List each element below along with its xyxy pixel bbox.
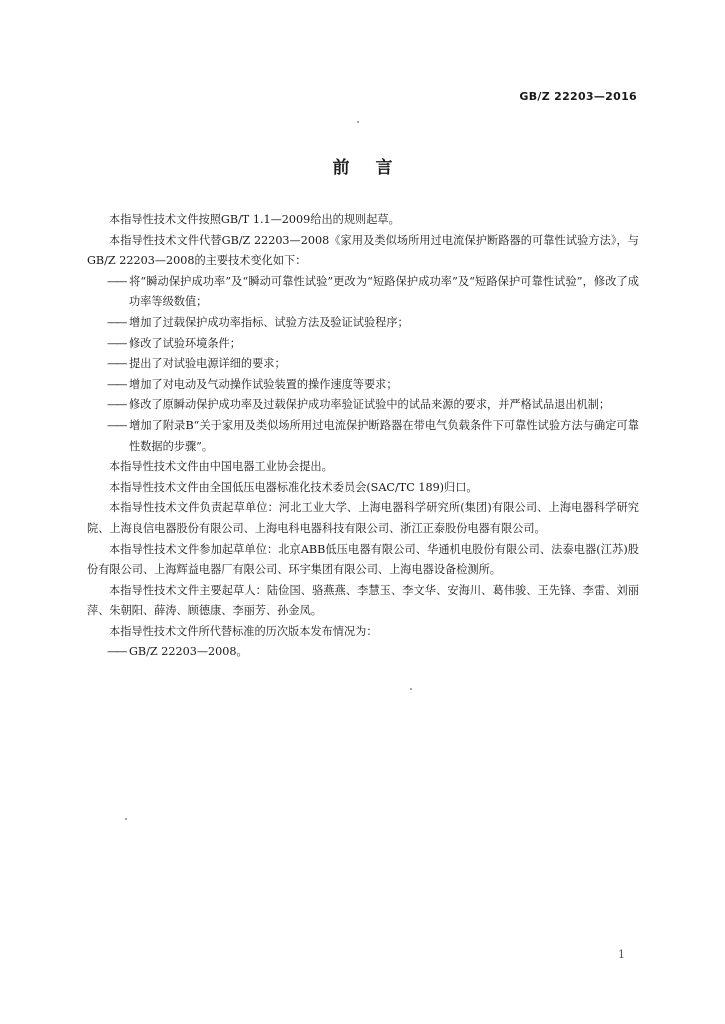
paragraph-lead-drafters: 本指导性技术文件负责起草单位：河北工业大学、上海电器科学研究所(集团)有限公司、上海电器科学研究院、上海良信电器股份有限公司、上海电科电器科技有限公司、浙江正泰股份电器有限公司。 <box>87 501 639 535</box>
paragraph-main-authors: 本指导性技术文件主要起草人：陆俭国、骆燕燕、李慧玉、李文华、安海川、葛伟骏、王先锋、李雷、刘丽萍、朱朝阳、薛涛、顾德康、李丽芳、孙金凤。 <box>87 583 639 618</box>
list-item-text: GB/Z 22203—2008。 <box>129 645 248 659</box>
document-body <box>87 210 639 663</box>
paragraph-replaces: 本指导性技术文件代替GB/Z 22203—2008《家用及类似场所用过电流保护断路器的可靠性试验方法》，与GB/Z 22203—2008的主要技术变化如下： <box>87 233 639 268</box>
paragraph-history-intro: 本指导性技术文件所代替标准的历次版本发布情况为： <box>109 624 378 638</box>
paragraph-technical-committee: 本指导性技术文件由全国低压电器标准化技术委员会(SAC/TC 189)归口。 <box>109 480 478 494</box>
list-item-text: 增加了过载保护成功率指标、试验方法及验证试验程序； <box>129 315 409 329</box>
paragraph-drafting-rules: 本指导性技术文件按照GB/T 1.1—2009给出的规则起草。 <box>109 213 400 226</box>
list-item <box>87 375 639 396</box>
list-item <box>87 642 639 663</box>
dash-marker: —— <box>107 645 126 659</box>
dash-marker: —— <box>107 357 126 371</box>
list-item <box>87 416 639 457</box>
scan-speck <box>357 121 359 123</box>
list-item-text: 修改了试验环境条件； <box>129 336 241 350</box>
list-item <box>87 354 639 375</box>
dash-marker: —— <box>107 274 126 288</box>
list-item-text: 将“瞬动保护成功率”及“瞬动可靠性试验”更改为“短路保护成功率”及“短路保护可靠性试验”，修改了成功率等级数值； <box>129 274 639 309</box>
list-item-text: 增加了附录B“关于家用及类似场所用过电流保护断路器在带电气负载条件下可靠性试验方法与确定可靠性数据的步骤”。 <box>129 418 639 453</box>
list-item-text: 修改了原瞬动保护成功率及过载保护成功率验证试验中的试品来源的要求，并严格试品退出机制； <box>129 398 611 412</box>
page-title: 前言 <box>332 158 419 178</box>
list-item <box>87 395 639 416</box>
list-item-text: 增加了对电动及气动操作试验装置的操作速度等要求； <box>129 377 398 391</box>
scan-speck <box>410 688 412 690</box>
dash-marker: —— <box>107 336 126 350</box>
scan-speck <box>125 818 127 820</box>
dash-marker: —— <box>107 398 126 412</box>
page-number: 1 <box>618 948 625 961</box>
standard-code: GB/Z 22203—2016 <box>519 90 637 103</box>
paragraph-participating-drafters: 本指导性技术文件参加起草单位：北京ABB低压电器有限公司、华通机电股份有限公司、法泰电器(江苏)股份有限公司、上海辉益电器厂有限公司、环宇集团有限公司、上海电器设备检测所。 <box>87 542 639 577</box>
list-item-text: 提出了对试验电源详细的要求； <box>129 357 286 371</box>
paragraph-proposed-by: 本指导性技术文件由中国电器工业协会提出。 <box>109 460 333 474</box>
list-item <box>87 272 639 313</box>
dash-marker: —— <box>107 418 126 432</box>
list-item <box>87 313 639 334</box>
dash-marker: —— <box>107 377 126 391</box>
dash-marker: —— <box>107 315 126 329</box>
list-item <box>87 334 639 355</box>
